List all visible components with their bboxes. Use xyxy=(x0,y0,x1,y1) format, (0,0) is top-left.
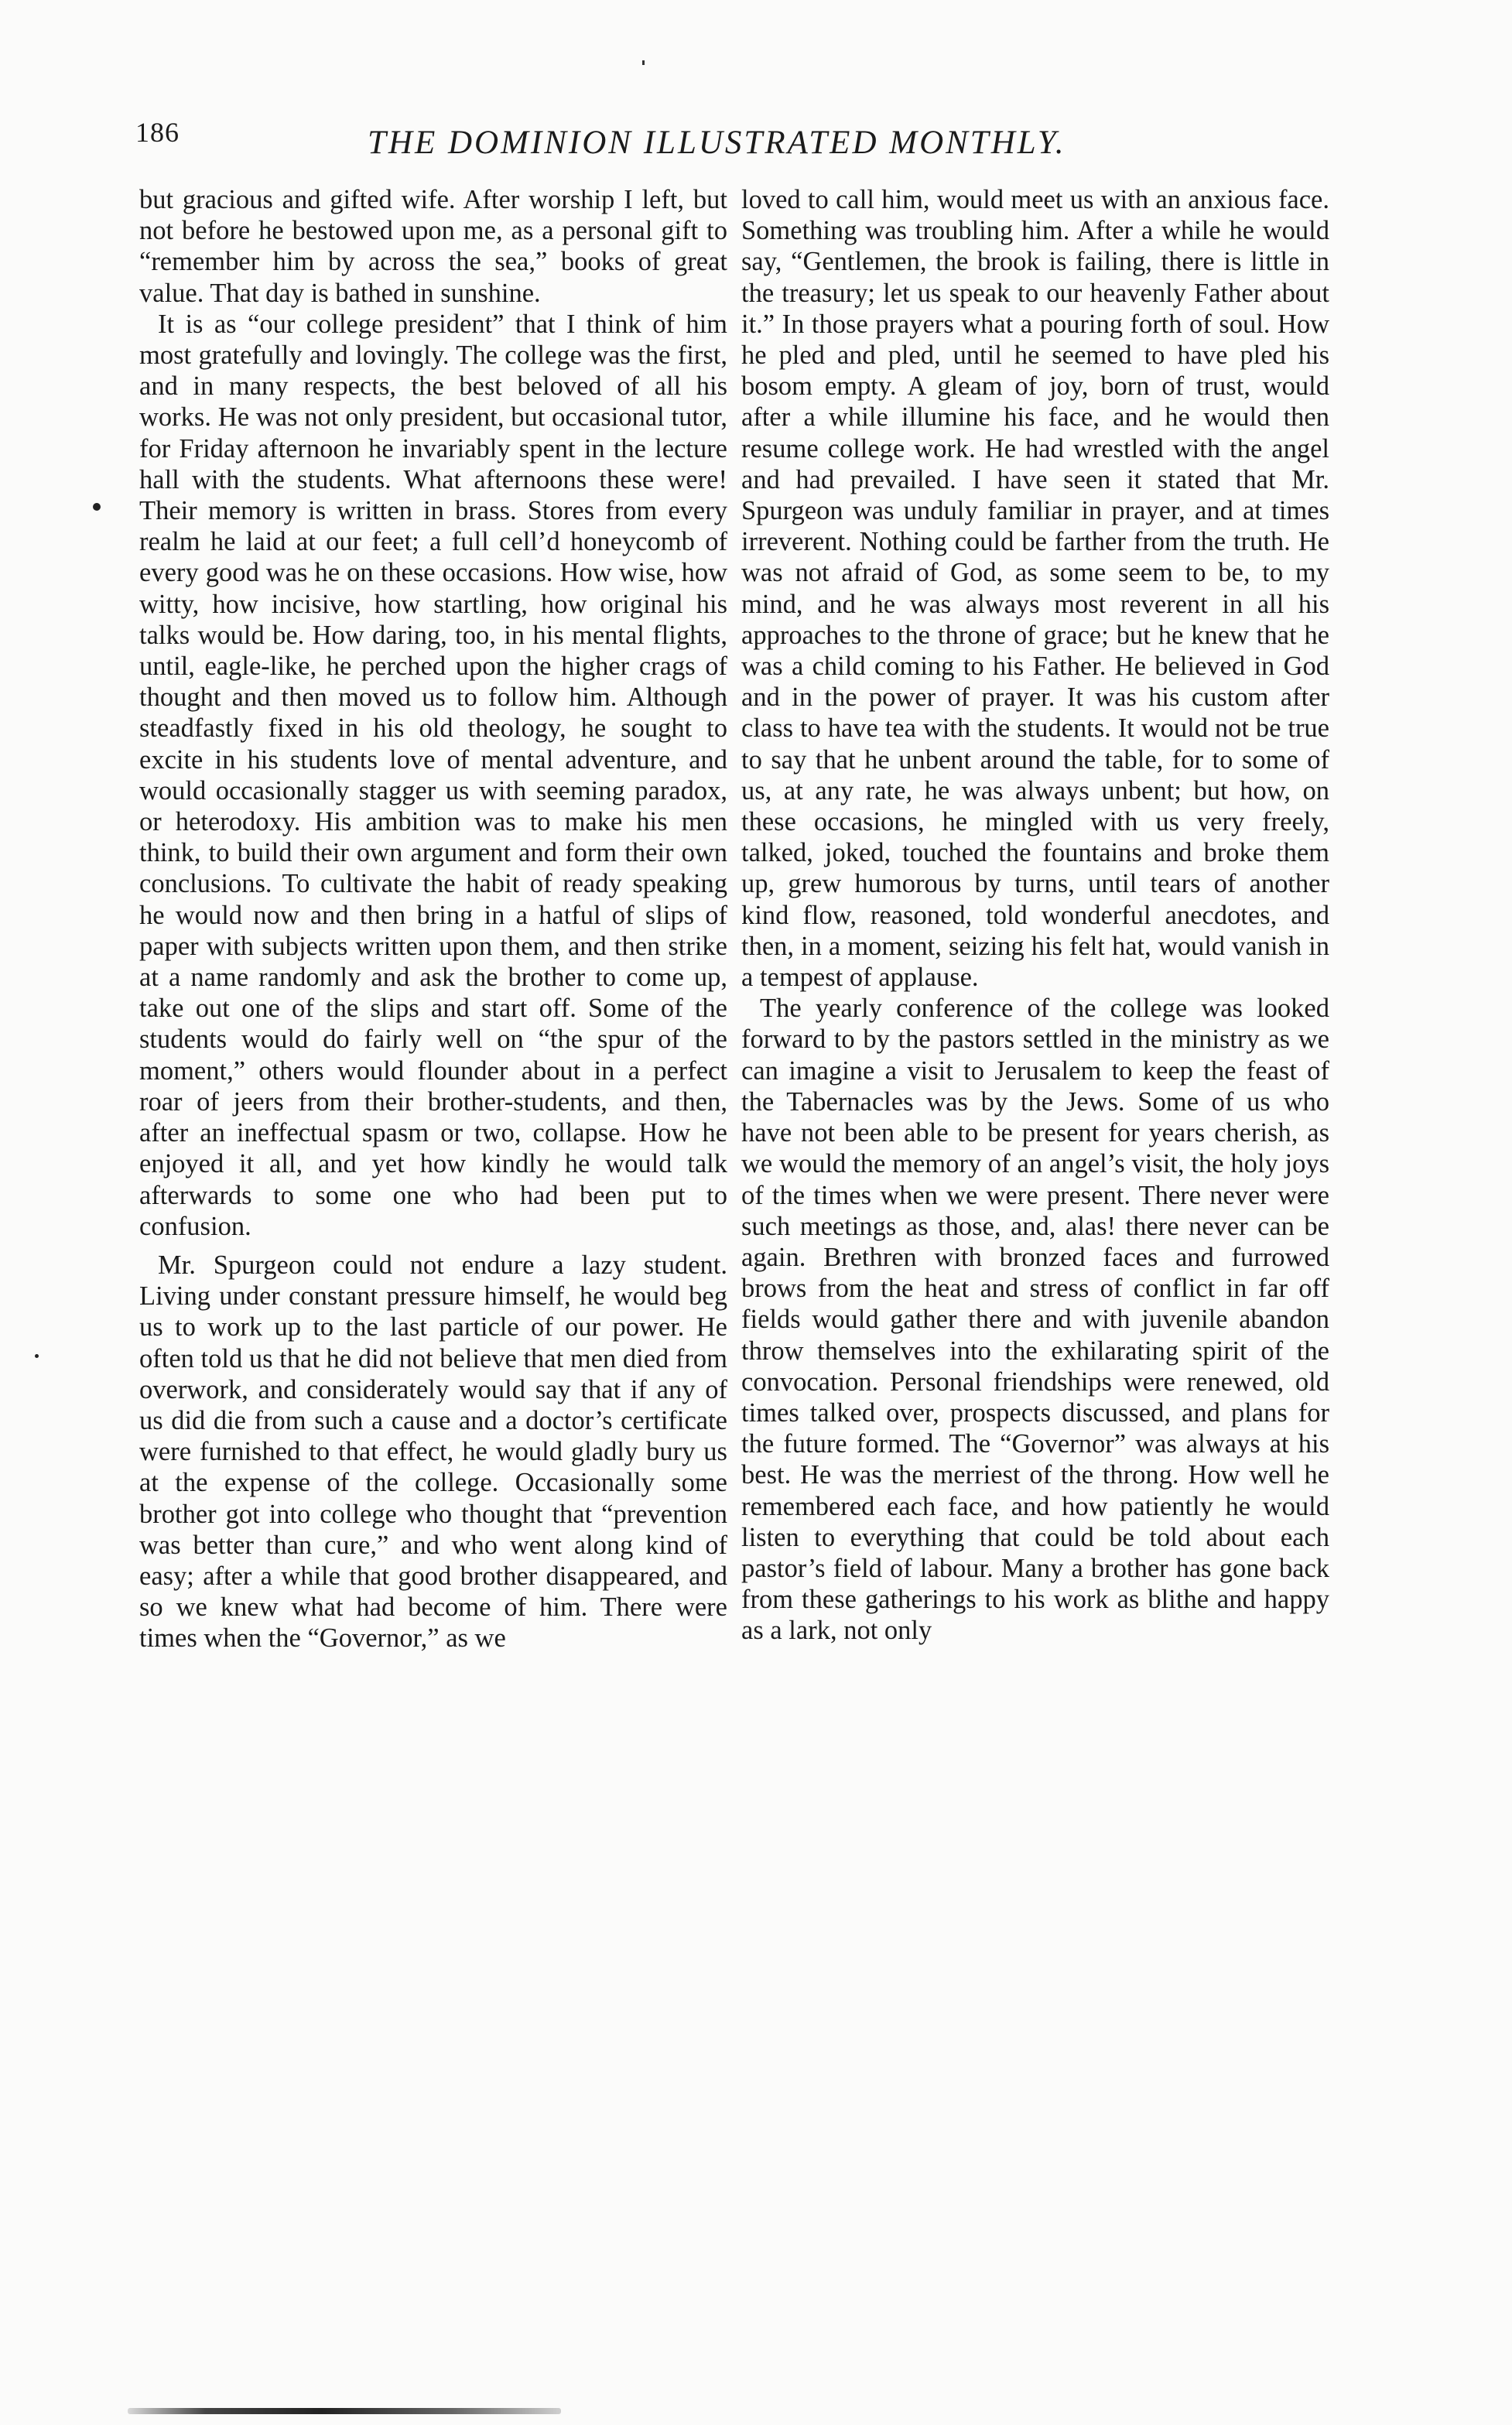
page-header xyxy=(135,116,1343,170)
left-text-column xyxy=(139,184,727,1654)
right-paragraph-1: loved to call him, would meet us with an anxious face. Something was troubling him. After a while he would say, “Gentlemen, the brook is failing, there is little in the treasury; let us speak to our heavenly Father about it.” In those prayers what a pouring forth of soul. How he pled and pled, until he seemed to have pled his bosom empty. A gleam of joy, born of trust, would after a while illumine his face, and he would then resume college work. He had wrestled with the angel and had prevailed. I have seen it stated that Mr. Spurgeon was unduly familiar in prayer, and at times irreverent. Nothing could be farther from the truth. He was not afraid of God, as some seem to be, to my mind, and he was always most reverent in all his approaches to the throne of grace; but he knew that he was a child coming to his Father. He believed in God and in the power of prayer. It was his custom after class to have tea with the students. It would not be true to say that he unbent around the table, for to some of us, at any rate, he was always unbent; but how, on these occasions, he mingled with us very freely, talked, joked, touched the fountains and broke them up, grew humorous by turns, until tears of another kind flow, reasoned, told wonderful anecdotes, and then, in a moment, seizing his felt hat, would vanish in a tempest of applause. xyxy=(741,185,1329,993)
print-speck xyxy=(642,60,645,65)
page-number: 186 xyxy=(135,117,180,148)
margin-ink-dot xyxy=(93,503,101,511)
margin-ink-speck xyxy=(35,1354,39,1358)
left-paragraph-1: but gracious and gifted wife. After worship I left, but not before he bestowed upon me, as a personal gift to “remember him by across the sea,” books of great value. That day is bathed in sunshine. xyxy=(139,185,727,308)
left-paragraph-2: It is as “our college president” that I think of him most gratefully and lovingly. The college was the first, and in many respects, the best beloved of all his works. He was not only president, but occasional tutor, for Friday afternoon he invariably spent in the lecture hall with the students. What afternoons these were! Their memory is written in brass. Stores from every realm he laid at our feet; a full cell’d honeycomb of every good was he on these occasions. How wise, how witty, how incisive, how startling, how original his talks would be. How daring, too, in his mental flights, until, eagle-like, he perched upon the higher crags of thought and then moved us to follow him. Although steadfastly fixed in his old theology, he sought to excite in his students love of mental adventure, and would occasionally stagger us with seeming paradox, or heterodoxy. His ambition was to make his men think, to build their own argument and form their own conclusions. To cultivate the habit of ready speaking he would now and then bring in a hatful of slips of paper with subjects written upon them, and then strike at a name randomly and ask the brother to come up, take out one of the slips and start off. Some of the students would do fairly well on “the spur of the moment,” others would flounder about in a perfect roar of jeers from their brother-students, and then, after an ineffectual spasm or two, collapse. How he enjoyed it all, and yet how kindly he would talk afterwards to some one who had been put to confusion. xyxy=(139,309,727,1241)
running-head-title: THE DOMINION ILLUSTRATED MONTHLY. xyxy=(368,125,1066,161)
right-paragraph-2: The yearly conference of the college was looked forward to by the pastors settled in the ministry as we can imagine a visit to Jerusalem to keep the feast of the Tabernacles was by the Jews. Some of us who have not been able to be present for years cherish, as we would the memory of an angel’s visit, the holy joys of the times when we were present. There never were such meetings as those, and, alas! there never can be again. Brethren with bronzed faces and furrowed brows from the heat and stress of conflict in far off fields would gather there and with juvenile abandon throw themselves into the exhilarating spirit of the convocation. Personal friendships were renewed, old times talked over, prospects discussed, and plans for the future formed. The “Governor” was always at his best. He was the merriest of the throng. How well he remembered each face, and how patiently he would listen to everything that could be told about each pastor’s field of labour. Many a brother has gone back from these gatherings to his work as blithe and happy as a lark, not only xyxy=(741,994,1329,1646)
right-text-column xyxy=(741,184,1329,1647)
bottom-scan-edge xyxy=(128,2408,561,2414)
left-paragraph-3: Mr. Spurgeon could not endure a lazy student. Living under constant pressure himself, he would beg us to work up to the last particle of our power. He often told us that he did not believe that men died from overwork, and considerately would say that if any of us did die from such a cause and a doctor’s certificate were furnished to that effect, he would gladly bury us at the expense of the college. Occasionally some brother got into college who thought that “prevention was better than cure,” and who went along kind of easy; after a while that good brother disappeared, and so we knew what had become of him. There were times when the “Governor,” as we xyxy=(139,1250,727,1654)
